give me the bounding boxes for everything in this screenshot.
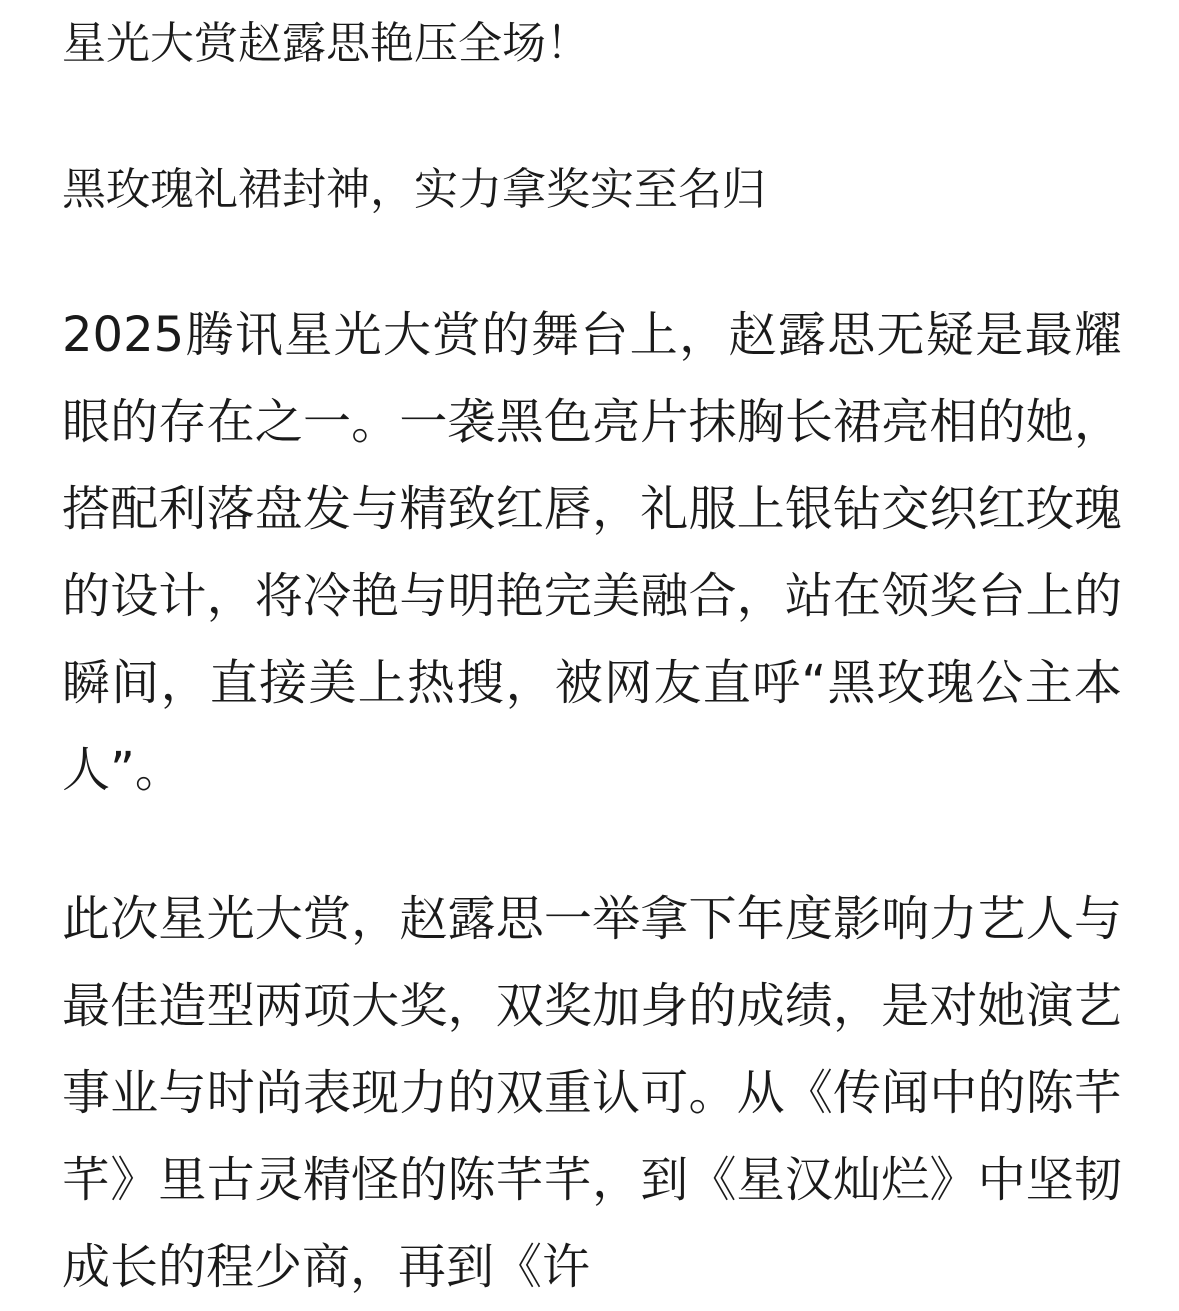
article-title: 星光大赏赵露思艳压全场！ [62,18,590,69]
paragraph-2: 此次星光大赏，赵露思一举拿下年度影响力艺人与最佳造型两项大奖，双奖加身的成绩，是对她演艺事业与时尚表现力的双重认可。从《传闻中的陈芊芊》里古灵精怪的陈芊芊，到《星汉灿烂》中坚韧成长的程少商，再到《许 [62,891,1122,1295]
paragraph-1: 2025腾讯星光大赏的舞台上，赵露思无疑是最耀眼的存在之一。一袭黑色亮片抹胸长裙亮相的她，搭配利落盘发与精致红唇，礼服上银钻交织红玫瑰的设计，将冷艳与明艳完美融合，站在领奖台上的瞬间，直接美上热搜，被网友直呼“黑玫瑰公主本人”。 [62,307,1122,798]
article-subtitle: 黑玫瑰礼裙封神，实力拿奖实至名归 [62,164,766,215]
